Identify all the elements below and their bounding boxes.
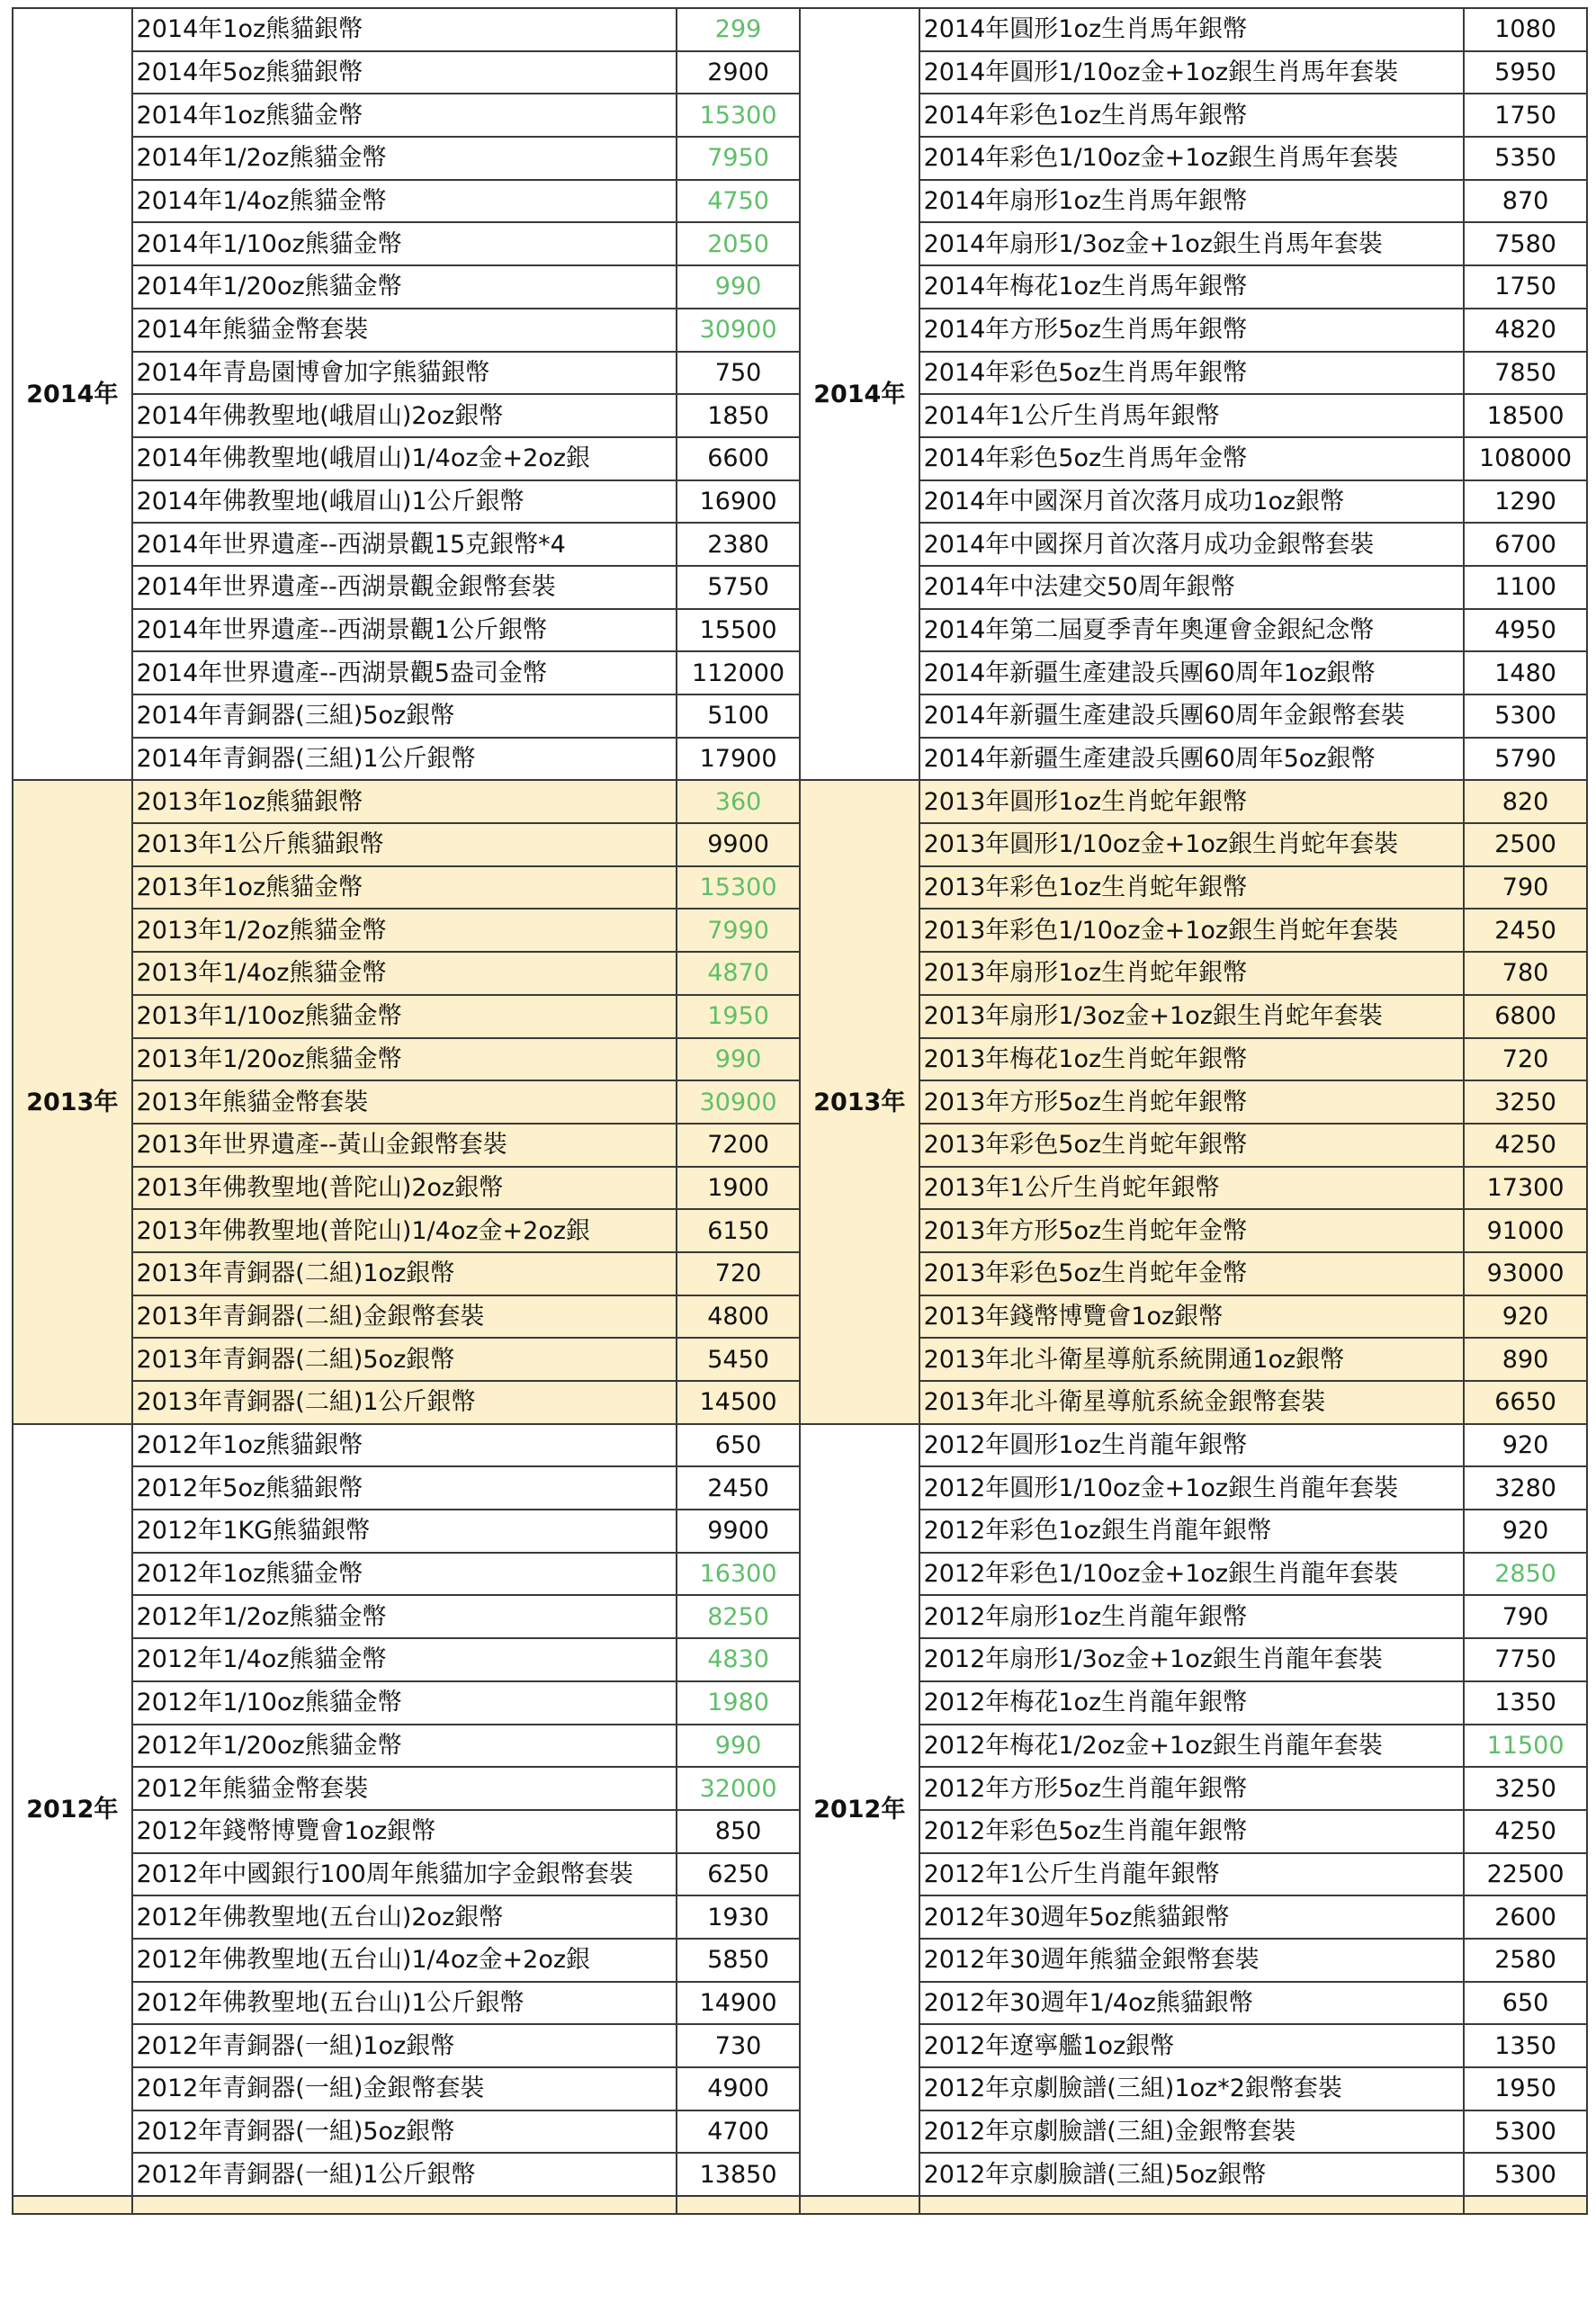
coin-price-table bbox=[12, 7, 1588, 2215]
coin-name: 2012年佛教聖地(五台山)1公斤銀幣 bbox=[132, 1982, 677, 2025]
coin-price: 17900 bbox=[677, 738, 800, 781]
coin-price: 3250 bbox=[1464, 1080, 1587, 1124]
coin-price: 720 bbox=[1464, 1038, 1587, 1081]
coin-name: 2013年扇形1/3oz金+1oz銀生肖蛇年套裝 bbox=[919, 995, 1465, 1038]
empty-cell bbox=[13, 2196, 132, 2214]
coin-price: 990 bbox=[677, 1038, 800, 1081]
coin-name: 2014年世界遺產--西湖景觀15克銀幣*4 bbox=[132, 523, 677, 566]
coin-name: 2014年新疆生產建設兵團60周年1oz銀幣 bbox=[919, 651, 1465, 694]
coin-price: 1100 bbox=[1464, 566, 1587, 609]
coin-price: 7200 bbox=[677, 1124, 800, 1167]
coin-price: 17300 bbox=[1464, 1167, 1587, 1210]
coin-price: 1850 bbox=[677, 394, 800, 437]
coin-price: 2050 bbox=[677, 222, 800, 265]
coin-name: 2014年世界遺產--西湖景觀1公斤銀幣 bbox=[132, 609, 677, 652]
coin-price: 5950 bbox=[1464, 51, 1587, 94]
coin-name: 2013年1公斤熊貓銀幣 bbox=[132, 823, 677, 866]
coin-price: 920 bbox=[1464, 1424, 1587, 1467]
coin-name: 2012年1/4oz熊貓金幣 bbox=[132, 1638, 677, 1681]
coin-name: 2013年佛教聖地(普陀山)1/4oz金+2oz銀 bbox=[132, 1209, 677, 1252]
coin-price: 1480 bbox=[1464, 651, 1587, 694]
coin-price: 3280 bbox=[1464, 1466, 1587, 1510]
coin-price: 5300 bbox=[1464, 2110, 1587, 2154]
coin-price: 108000 bbox=[1464, 437, 1587, 480]
coin-name: 2013年方形5oz生肖蛇年銀幣 bbox=[919, 1080, 1465, 1124]
coin-name: 2014年彩色5oz生肖馬年銀幣 bbox=[919, 352, 1465, 395]
coin-name: 2013年圓形1/10oz金+1oz銀生肖蛇年套裝 bbox=[919, 823, 1465, 866]
coin-name: 2012年5oz熊貓銀幣 bbox=[132, 1466, 677, 1510]
coin-price: 5750 bbox=[677, 566, 800, 609]
coin-price: 1750 bbox=[1464, 94, 1587, 137]
coin-price: 920 bbox=[1464, 1510, 1587, 1553]
coin-name: 2013年彩色5oz生肖蛇年金幣 bbox=[919, 1252, 1465, 1295]
coin-price: 790 bbox=[1464, 866, 1587, 910]
coin-price: 4800 bbox=[677, 1295, 800, 1339]
coin-name: 2012年梅花1oz生肖龍年銀幣 bbox=[919, 1681, 1465, 1725]
coin-name: 2013年扇形1oz生肖蛇年銀幣 bbox=[919, 952, 1465, 995]
coin-name: 2012年青銅器(一組)金銀幣套裝 bbox=[132, 2067, 677, 2110]
coin-name: 2014年圓形1/10oz金+1oz銀生肖馬年套裝 bbox=[919, 51, 1465, 94]
coin-name: 2013年1oz熊貓銀幣 bbox=[132, 780, 677, 823]
empty-cell bbox=[677, 2196, 800, 2214]
coin-name: 2014年1/10oz熊貓金幣 bbox=[132, 222, 677, 265]
coin-name: 2014年新疆生產建設兵團60周年金銀幣套裝 bbox=[919, 694, 1465, 738]
coin-name: 2014年中國探月首次落月成功金銀幣套裝 bbox=[919, 523, 1465, 566]
coin-price: 16900 bbox=[677, 480, 800, 524]
coin-name: 2012年1KG熊貓銀幣 bbox=[132, 1510, 677, 1553]
coin-price: 93000 bbox=[1464, 1252, 1587, 1295]
coin-price: 30900 bbox=[677, 309, 800, 352]
coin-price: 3250 bbox=[1464, 1767, 1587, 1810]
coin-name: 2013年1公斤生肖蛇年銀幣 bbox=[919, 1167, 1465, 1210]
coin-price: 1930 bbox=[677, 1895, 800, 1939]
coin-price: 650 bbox=[1464, 1982, 1587, 2025]
coin-name: 2012年30週年5oz熊貓銀幣 bbox=[919, 1895, 1465, 1939]
coin-price: 5450 bbox=[677, 1338, 800, 1381]
coin-price: 1290 bbox=[1464, 480, 1587, 524]
coin-price: 730 bbox=[677, 2024, 800, 2067]
coin-name: 2012年錢幣博覽會1oz銀幣 bbox=[132, 1810, 677, 1853]
coin-name: 2013年彩色1oz生肖蛇年銀幣 bbox=[919, 866, 1465, 910]
coin-price: 30900 bbox=[677, 1080, 800, 1124]
coin-price: 780 bbox=[1464, 952, 1587, 995]
coin-name: 2014年5oz熊貓銀幣 bbox=[132, 51, 677, 94]
coin-price: 32000 bbox=[677, 1767, 800, 1810]
coin-price: 6600 bbox=[677, 437, 800, 480]
coin-name: 2013年青銅器(二組)1oz銀幣 bbox=[132, 1252, 677, 1295]
table-row bbox=[13, 8, 1587, 51]
table-row bbox=[13, 780, 1587, 823]
year-label: 2014年 bbox=[13, 8, 132, 780]
coin-price: 850 bbox=[677, 1810, 800, 1853]
coin-name: 2014年青銅器(三組)5oz銀幣 bbox=[132, 694, 677, 738]
coin-price: 1950 bbox=[677, 995, 800, 1038]
coin-price: 2580 bbox=[1464, 1939, 1587, 1982]
coin-price: 1080 bbox=[1464, 8, 1587, 51]
coin-price: 5100 bbox=[677, 694, 800, 738]
coin-price: 1950 bbox=[1464, 2067, 1587, 2110]
coin-name: 2014年1公斤生肖馬年銀幣 bbox=[919, 394, 1465, 437]
coin-price: 2380 bbox=[677, 523, 800, 566]
coin-name: 2013年世界遺產--黃山金銀幣套裝 bbox=[132, 1124, 677, 1167]
table-row bbox=[13, 1424, 1587, 1467]
coin-name: 2013年1/4oz熊貓金幣 bbox=[132, 952, 677, 995]
coin-name: 2014年扇形1oz生肖馬年銀幣 bbox=[919, 180, 1465, 223]
coin-price: 5300 bbox=[1464, 694, 1587, 738]
coin-name: 2014年青銅器(三組)1公斤銀幣 bbox=[132, 738, 677, 781]
coin-name: 2013年1/10oz熊貓金幣 bbox=[132, 995, 677, 1038]
coin-name: 2012年1/20oz熊貓金幣 bbox=[132, 1725, 677, 1768]
coin-price: 7750 bbox=[1464, 1638, 1587, 1681]
coin-name: 2013年錢幣博覽會1oz銀幣 bbox=[919, 1295, 1465, 1339]
coin-name: 2014年彩色1/10oz金+1oz銀生肖馬年套裝 bbox=[919, 137, 1465, 180]
coin-name: 2012年青銅器(一組)1oz銀幣 bbox=[132, 2024, 677, 2067]
coin-price: 1750 bbox=[1464, 265, 1587, 309]
coin-price: 4750 bbox=[677, 180, 800, 223]
coin-name: 2012年1公斤生肖龍年銀幣 bbox=[919, 1853, 1465, 1896]
coin-price: 2450 bbox=[1464, 909, 1587, 952]
coin-name: 2014年彩色1oz生肖馬年銀幣 bbox=[919, 94, 1465, 137]
coin-price: 15300 bbox=[677, 94, 800, 137]
coin-price: 1980 bbox=[677, 1681, 800, 1725]
coin-name: 2012年梅花1/2oz金+1oz銀生肖龍年套裝 bbox=[919, 1725, 1465, 1768]
coin-price: 7990 bbox=[677, 909, 800, 952]
coin-name: 2014年1/2oz熊貓金幣 bbox=[132, 137, 677, 180]
coin-name: 2012年遼寧艦1oz銀幣 bbox=[919, 2024, 1465, 2067]
year-label: 2012年 bbox=[13, 1424, 132, 2196]
coin-name: 2013年青銅器(二組)1公斤銀幣 bbox=[132, 1381, 677, 1424]
coin-price: 720 bbox=[677, 1252, 800, 1295]
coin-name: 2013年彩色5oz生肖蛇年銀幣 bbox=[919, 1124, 1465, 1167]
coin-name: 2012年中國銀行100周年熊貓加字金銀幣套裝 bbox=[132, 1853, 677, 1896]
coin-name: 2013年1/2oz熊貓金幣 bbox=[132, 909, 677, 952]
coin-name: 2012年1/10oz熊貓金幣 bbox=[132, 1681, 677, 1725]
coin-name: 2012年扇形1/3oz金+1oz銀生肖龍年套裝 bbox=[919, 1638, 1465, 1681]
coin-name: 2014年方形5oz生肖馬年銀幣 bbox=[919, 309, 1465, 352]
coin-name: 2014年1/20oz熊貓金幣 bbox=[132, 265, 677, 309]
coin-price: 2450 bbox=[677, 1466, 800, 1510]
coin-price: 14500 bbox=[677, 1381, 800, 1424]
coin-price: 22500 bbox=[1464, 1853, 1587, 1896]
coin-name: 2014年第二屆夏季青年奧運會金銀紀念幣 bbox=[919, 609, 1465, 652]
coin-name: 2014年1oz熊貓銀幣 bbox=[132, 8, 677, 51]
coin-price: 750 bbox=[677, 352, 800, 395]
coin-price: 112000 bbox=[677, 651, 800, 694]
coin-price: 4870 bbox=[677, 952, 800, 995]
coin-name: 2012年圓形1oz生肖龍年銀幣 bbox=[919, 1424, 1465, 1467]
coin-price: 5300 bbox=[1464, 2153, 1587, 2196]
coin-price: 4950 bbox=[1464, 609, 1587, 652]
coin-name: 2012年1/2oz熊貓金幣 bbox=[132, 1595, 677, 1638]
coin-name: 2014年佛教聖地(峨眉山)1公斤銀幣 bbox=[132, 480, 677, 524]
coin-name: 2012年佛教聖地(五台山)2oz銀幣 bbox=[132, 1895, 677, 1939]
coin-name: 2014年圓形1oz生肖馬年銀幣 bbox=[919, 8, 1465, 51]
coin-price: 7580 bbox=[1464, 222, 1587, 265]
coin-price: 1350 bbox=[1464, 1681, 1587, 1725]
coin-price: 2900 bbox=[677, 51, 800, 94]
coin-name: 2014年彩色5oz生肖馬年金幣 bbox=[919, 437, 1465, 480]
coin-name: 2012年青銅器(一組)1公斤銀幣 bbox=[132, 2153, 677, 2196]
coin-name: 2014年世界遺產--西湖景觀金銀幣套裝 bbox=[132, 566, 677, 609]
coin-price: 870 bbox=[1464, 180, 1587, 223]
coin-price: 299 bbox=[677, 8, 800, 51]
coin-price: 15500 bbox=[677, 609, 800, 652]
empty-cell bbox=[1464, 2196, 1587, 2214]
coin-price: 790 bbox=[1464, 1595, 1587, 1638]
coin-price: 1900 bbox=[677, 1167, 800, 1210]
coin-name: 2012年佛教聖地(五台山)1/4oz金+2oz銀 bbox=[132, 1939, 677, 1982]
empty-cell bbox=[132, 2196, 677, 2214]
coin-name: 2014年熊貓金幣套裝 bbox=[132, 309, 677, 352]
coin-price: 9900 bbox=[677, 823, 800, 866]
coin-name: 2013年青銅器(二組)5oz銀幣 bbox=[132, 1338, 677, 1381]
coin-price: 7950 bbox=[677, 137, 800, 180]
coin-name: 2012年1oz熊貓銀幣 bbox=[132, 1424, 677, 1467]
coin-name: 2012年圓形1/10oz金+1oz銀生肖龍年套裝 bbox=[919, 1466, 1465, 1510]
year-label: 2014年 bbox=[800, 8, 919, 780]
coin-name: 2012年30週年熊貓金銀幣套裝 bbox=[919, 1939, 1465, 1982]
year-label: 2013年 bbox=[13, 780, 132, 1423]
coin-name: 2012年扇形1oz生肖龍年銀幣 bbox=[919, 1595, 1465, 1638]
table-row bbox=[13, 2196, 1587, 2214]
coin-name: 2014年1oz熊貓金幣 bbox=[132, 94, 677, 137]
coin-price: 14900 bbox=[677, 1982, 800, 2025]
year-label: 2012年 bbox=[800, 1424, 919, 2196]
coin-price: 1350 bbox=[1464, 2024, 1587, 2067]
coin-price: 990 bbox=[677, 1725, 800, 1768]
coin-name: 2013年彩色1/10oz金+1oz銀生肖蛇年套裝 bbox=[919, 909, 1465, 952]
coin-price: 6800 bbox=[1464, 995, 1587, 1038]
coin-name: 2012年彩色5oz生肖龍年銀幣 bbox=[919, 1810, 1465, 1853]
coin-name: 2012年京劇臉譜(三組)金銀幣套裝 bbox=[919, 2110, 1465, 2154]
coin-name: 2014年佛教聖地(峨眉山)2oz銀幣 bbox=[132, 394, 677, 437]
coin-name: 2012年30週年1/4oz熊貓銀幣 bbox=[919, 1982, 1465, 2025]
coin-price: 4250 bbox=[1464, 1124, 1587, 1167]
coin-price: 8250 bbox=[677, 1595, 800, 1638]
coin-price: 650 bbox=[677, 1424, 800, 1467]
coin-name: 2014年新疆生產建設兵團60周年5oz銀幣 bbox=[919, 738, 1465, 781]
coin-name: 2013年梅花1oz生肖蛇年銀幣 bbox=[919, 1038, 1465, 1081]
coin-name: 2013年北斗衛星導航系統金銀幣套裝 bbox=[919, 1381, 1465, 1424]
coin-name: 2014年世界遺產--西湖景觀5盎司金幣 bbox=[132, 651, 677, 694]
coin-name: 2013年青銅器(二組)金銀幣套裝 bbox=[132, 1295, 677, 1339]
coin-name: 2012年方形5oz生肖龍年銀幣 bbox=[919, 1767, 1465, 1810]
coin-price: 2500 bbox=[1464, 823, 1587, 866]
coin-price: 6250 bbox=[677, 1853, 800, 1896]
coin-name: 2012年彩色1oz銀生肖龍年銀幣 bbox=[919, 1510, 1465, 1553]
coin-name: 2013年北斗衛星導航系統開通1oz銀幣 bbox=[919, 1338, 1465, 1381]
coin-price: 6150 bbox=[677, 1209, 800, 1252]
coin-name: 2014年梅花1oz生肖馬年銀幣 bbox=[919, 265, 1465, 309]
coin-price: 2850 bbox=[1464, 1553, 1587, 1596]
coin-name: 2012年熊貓金幣套裝 bbox=[132, 1767, 677, 1810]
coin-price: 15300 bbox=[677, 866, 800, 910]
coin-price: 5790 bbox=[1464, 738, 1587, 781]
coin-name: 2013年圓形1oz生肖蛇年銀幣 bbox=[919, 780, 1465, 823]
coin-price: 5850 bbox=[677, 1939, 800, 1982]
coin-name: 2014年佛教聖地(峨眉山)1/4oz金+2oz銀 bbox=[132, 437, 677, 480]
coin-price: 4900 bbox=[677, 2067, 800, 2110]
coin-name: 2012年彩色1/10oz金+1oz銀生肖龍年套裝 bbox=[919, 1553, 1465, 1596]
coin-price: 11500 bbox=[1464, 1725, 1587, 1768]
coin-price: 920 bbox=[1464, 1295, 1587, 1339]
coin-name: 2013年熊貓金幣套裝 bbox=[132, 1080, 677, 1124]
coin-price: 820 bbox=[1464, 780, 1587, 823]
coin-price: 4820 bbox=[1464, 309, 1587, 352]
coin-price: 18500 bbox=[1464, 394, 1587, 437]
coin-name: 2012年京劇臉譜(三組)1oz*2銀幣套裝 bbox=[919, 2067, 1465, 2110]
coin-name: 2014年扇形1/3oz金+1oz銀生肖馬年套裝 bbox=[919, 222, 1465, 265]
coin-price: 4250 bbox=[1464, 1810, 1587, 1853]
coin-price: 990 bbox=[677, 265, 800, 309]
coin-price: 91000 bbox=[1464, 1209, 1587, 1252]
coin-name: 2014年青島園博會加字熊貓銀幣 bbox=[132, 352, 677, 395]
coin-name: 2013年方形5oz生肖蛇年金幣 bbox=[919, 1209, 1465, 1252]
coin-price: 13850 bbox=[677, 2153, 800, 2196]
coin-name: 2013年佛教聖地(普陀山)2oz銀幣 bbox=[132, 1167, 677, 1210]
coin-price: 360 bbox=[677, 780, 800, 823]
coin-price: 4830 bbox=[677, 1638, 800, 1681]
coin-name: 2013年1/20oz熊貓金幣 bbox=[132, 1038, 677, 1081]
coin-price: 890 bbox=[1464, 1338, 1587, 1381]
coin-price: 2600 bbox=[1464, 1895, 1587, 1939]
year-label: 2013年 bbox=[800, 780, 919, 1423]
coin-price: 5350 bbox=[1464, 137, 1587, 180]
coin-price: 16300 bbox=[677, 1553, 800, 1596]
coin-price: 7850 bbox=[1464, 352, 1587, 395]
coin-price: 6650 bbox=[1464, 1381, 1587, 1424]
coin-name: 2012年京劇臉譜(三組)5oz銀幣 bbox=[919, 2153, 1465, 2196]
coin-name: 2012年青銅器(一組)5oz銀幣 bbox=[132, 2110, 677, 2154]
coin-name: 2014年1/4oz熊貓金幣 bbox=[132, 180, 677, 223]
coin-price: 4700 bbox=[677, 2110, 800, 2154]
coin-name: 2013年1oz熊貓金幣 bbox=[132, 866, 677, 910]
coin-name: 2012年1oz熊貓金幣 bbox=[132, 1553, 677, 1596]
coin-price: 9900 bbox=[677, 1510, 800, 1553]
coin-name: 2014年中法建交50周年銀幣 bbox=[919, 566, 1465, 609]
coin-price: 6700 bbox=[1464, 523, 1587, 566]
empty-cell bbox=[919, 2196, 1465, 2214]
empty-cell bbox=[800, 2196, 919, 2214]
coin-name: 2014年中國深月首次落月成功1oz銀幣 bbox=[919, 480, 1465, 524]
